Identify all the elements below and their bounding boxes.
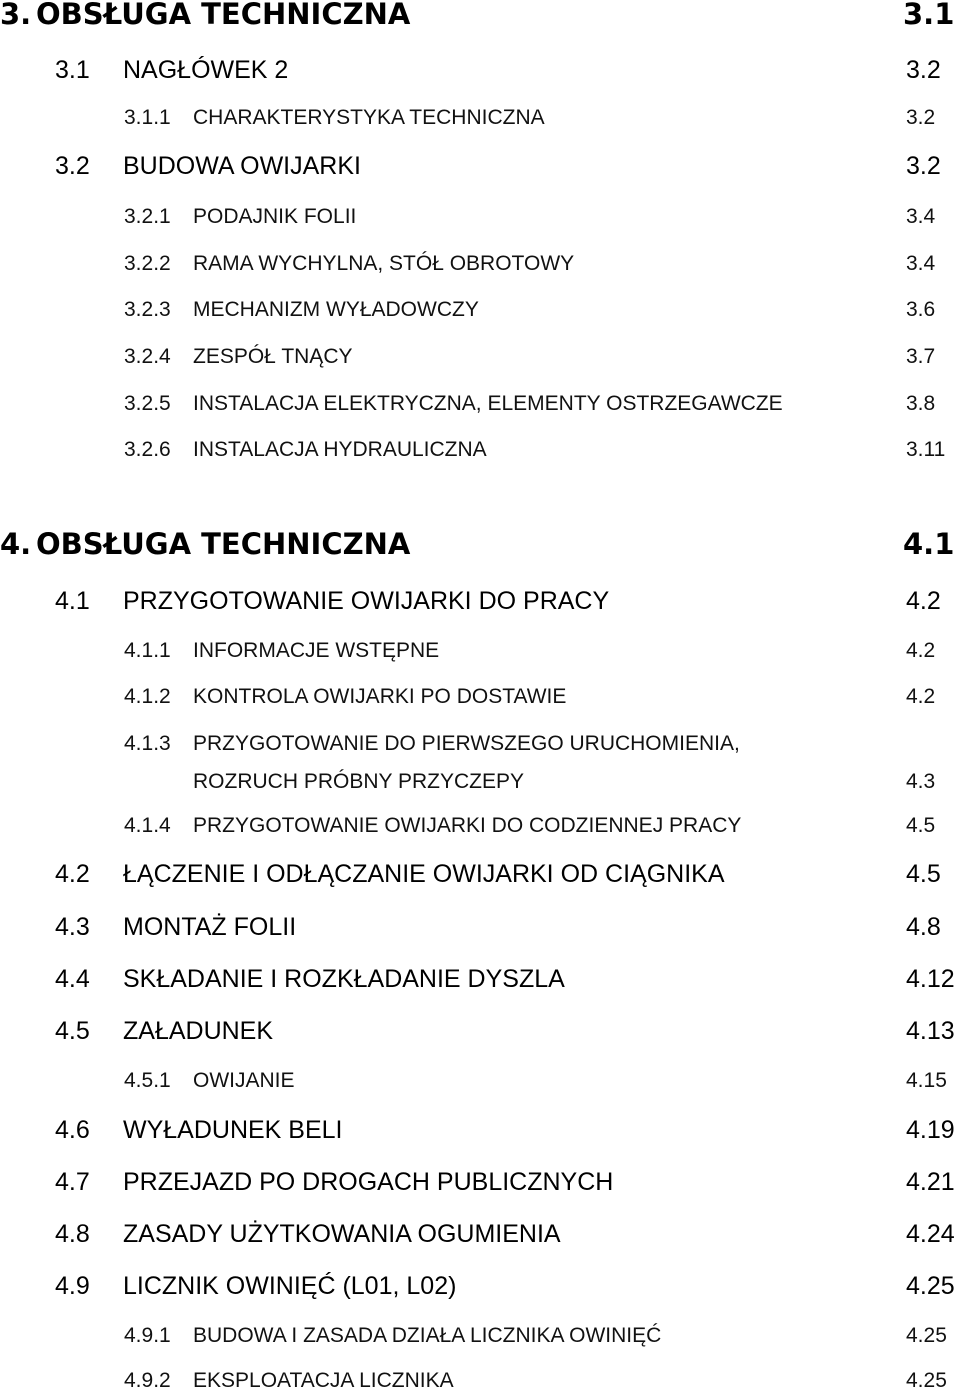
entry-page: 3.2	[906, 152, 941, 180]
entry-title: MECHANIZM WYŁADOWCZY	[193, 298, 479, 321]
entry-number: 4.2	[55, 860, 90, 888]
entry-page: 3.8	[906, 392, 936, 415]
entry-page: 4.5	[906, 814, 936, 837]
entry-number: 3.2.4	[124, 345, 171, 368]
entry-number: 4.1	[55, 587, 90, 615]
entry-number: 4.1.2	[124, 685, 171, 708]
entry-title: PRZYGOTOWANIE DO PIERWSZEGO URUCHOMIENIA,	[193, 732, 740, 755]
entry-title: OBSŁUGA TECHNICZNA	[36, 527, 411, 561]
entry-page: 4.13	[906, 1017, 955, 1045]
entry-page: 4.21	[906, 1168, 955, 1196]
entry-number: 4.6	[55, 1116, 90, 1144]
entry-title: LICZNIK OWINIĘĆ (L01, L02)	[123, 1272, 457, 1300]
entry-title: PRZEJAZD PO DROGACH PUBLICZNYCH	[123, 1168, 614, 1196]
entry-page: 3.4	[906, 205, 936, 228]
entry-number: 4.9.1	[124, 1324, 171, 1347]
entry-title: MONTAŻ FOLII	[123, 913, 297, 941]
entry-number: 4.3	[55, 913, 90, 941]
entry-number: 4.9.2	[124, 1369, 171, 1392]
entry-page: 4.12	[906, 965, 955, 993]
entry-page: 4.19	[906, 1116, 955, 1144]
entry-page: 3.7	[906, 345, 936, 368]
entry-page: 3.4	[906, 252, 936, 275]
entry-page: 4.25	[906, 1324, 947, 1347]
entry-title: BUDOWA I ZASADA DZIAŁA LICZNIKA OWINIĘĆ	[193, 1324, 662, 1347]
entry-number: 4.4	[55, 965, 90, 993]
entry-page: 3.2	[906, 106, 936, 129]
entry-number: 3.2	[55, 152, 90, 180]
entry-number: 4.	[0, 527, 32, 561]
entry-page: 4.25	[906, 1369, 947, 1392]
entry-number: 3.	[0, 0, 32, 31]
entry-number: 4.1.1	[124, 639, 171, 662]
entry-title: RAMA WYCHYLNA, STÓŁ OBROTOWY	[193, 252, 575, 275]
entry-title: ZAŁADUNEK	[123, 1017, 274, 1045]
entry-page: 4.25	[906, 1272, 955, 1300]
entry-title: PRZYGOTOWANIE OWIJARKI DO CODZIENNEJ PRACY	[193, 814, 742, 837]
entry-page: 3.2	[906, 56, 941, 84]
entry-title: ZASADY UŻYTKOWANIA OGUMIENIA	[123, 1220, 561, 1248]
entry-page: 4.2	[906, 639, 936, 662]
entry-number: 4.8	[55, 1220, 90, 1248]
entry-title: CHARAKTERYSTYKA TECHNICZNA	[193, 106, 545, 129]
entry-number: 3.1.1	[124, 106, 171, 129]
entry-title: INSTALACJA HYDRAULICZNA	[193, 438, 487, 461]
entry-page: 4.1	[903, 527, 955, 561]
entry-number: 4.1.4	[124, 814, 171, 837]
entry-number: 3.2.5	[124, 392, 171, 415]
entry-page: 4.2	[906, 587, 941, 615]
entry-title: ZESPÓŁ TNĄCY	[193, 345, 353, 368]
entry-page: 4.15	[906, 1069, 947, 1092]
entry-title: EKSPLOATACJA LICZNIKA	[193, 1369, 454, 1392]
entry-title: WYŁADUNEK BELI	[123, 1116, 343, 1144]
entry-title: OWIJANIE	[193, 1069, 295, 1092]
entry-title: KONTROLA OWIJARKI PO DOSTAWIE	[193, 685, 567, 708]
entry-page: 4.24	[906, 1220, 955, 1248]
entry-number: 3.2.2	[124, 252, 171, 275]
entry-number: 4.5	[55, 1017, 90, 1045]
entry-number: 3.2.3	[124, 298, 171, 321]
entry-number: 4.1.3	[124, 732, 171, 755]
entry-title: ŁĄCZENIE I ODŁĄCZANIE OWIJARKI OD CIĄGNIKA	[123, 860, 725, 888]
entry-number: 3.2.6	[124, 438, 171, 461]
toc-entry[interactable]	[0, 733, 960, 793]
entry-title: PODAJNIK FOLII	[193, 205, 357, 228]
entry-page: 4.5	[906, 860, 941, 888]
entry-title: OBSŁUGA TECHNICZNA	[36, 0, 411, 31]
entry-page: 3.11	[906, 438, 946, 461]
entry-page: 3.1	[903, 0, 955, 31]
entry-title: PRZYGOTOWANIE OWIJARKI DO PRACY	[123, 587, 610, 615]
entry-title: BUDOWA OWIJARKI	[123, 152, 361, 180]
entry-title: INSTALACJA ELEKTRYCZNA, ELEMENTY OSTRZEGAWCZE	[193, 392, 783, 415]
entry-number: 3.1	[55, 56, 90, 84]
entry-page: 3.6	[906, 298, 936, 321]
entry-title-continued: ROZRUCH PRÓBNY PRZYCZEPY	[193, 770, 524, 793]
entry-page: 4.3	[906, 770, 936, 793]
entry-title: SKŁADANIE I ROZKŁADANIE DYSZLA	[123, 965, 565, 993]
entry-title: NAGŁÓWEK 2	[123, 56, 289, 84]
entry-number: 4.5.1	[124, 1069, 171, 1092]
entry-page: 4.2	[906, 685, 936, 708]
entry-page: 4.8	[906, 913, 941, 941]
entry-number: 3.2.1	[124, 205, 171, 228]
entry-number: 4.7	[55, 1168, 90, 1196]
entry-number: 4.9	[55, 1272, 90, 1300]
entry-title: INFORMACJE WSTĘPNE	[193, 639, 440, 662]
